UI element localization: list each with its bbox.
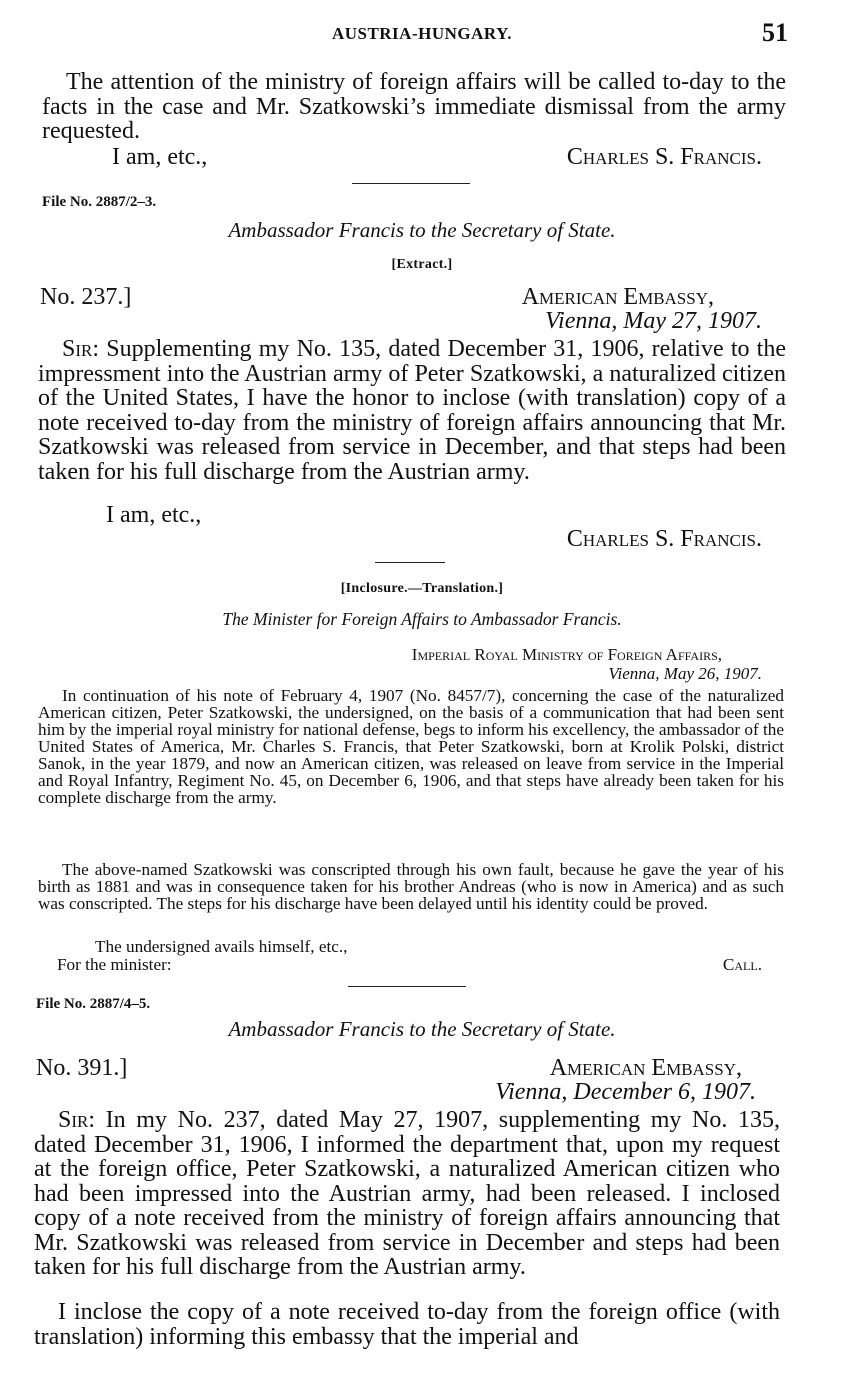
extract-note: [Extract.] <box>391 257 453 272</box>
section-divider <box>352 183 470 184</box>
salutation: Sir: <box>62 336 100 362</box>
inclosure-heading: The Minister for Foreign Affairs to Ambassador Francis. <box>222 609 622 629</box>
inclosure-note: [Inclosure.—Translation.] <box>340 581 504 596</box>
page-number: 51 <box>762 18 788 47</box>
inclosure-paragraph-1: In continuation of his note of February 4, 1907 (No. 8457/7), concerning the case of the naturalized American citizen, Peter Szatkowski, the undersigned, on the basis of a communication that had been sent him by the imperial royal ministry for national defense, begs to inform his excellency, the ambassador of the United States of America, Mr. Charles S. Francis, that Peter Szatkowski, born at Krolik Polski, district Sanok, in the year 1879, and now an American citizen, was released on leave from service in the Imperial and Royal Infantry, Regiment No. 45, on December 6, 1906, and that steps have already been taken for his complete discharge from the army. <box>38 686 784 807</box>
document-heading: Ambassador Francis to the Secretary of State. <box>228 1017 616 1041</box>
salutation: Sir: <box>58 1107 96 1133</box>
letter-body-text: Supplementing my No. 135, dated December 31, 1906, relative to the impressment into the Austrian army of Peter Szatkowski, a naturalized citizen of the United States, I have the honor to inclose (with translation) copy of a note received to-day from the ministry of foreign affairs announcing that Mr. Szatkowski was released from service in December, and that steps had been taken for his full discharge from the Austrian army. <box>38 336 787 485</box>
for-minister: For the minister: <box>57 955 172 974</box>
file-number: File No. 2887/4–5. <box>36 996 151 1012</box>
sender: American Embassy, <box>549 1055 742 1081</box>
place-date: Vienna, December 6, 1907. <box>495 1079 756 1105</box>
letter-body <box>34 1108 780 1280</box>
dispatch-number: No. 391.] <box>36 1055 128 1081</box>
running-header <box>0 16 844 50</box>
document-heading: Ambassador Francis to the Secretary of State. <box>228 218 616 242</box>
signature: Charles S. Francis. <box>566 526 762 552</box>
inclosure-paragraph-2: The above-named Szatkowski was conscripted through his own fault, because he gave the year of his birth as 1881 and was in consequence taken for his brother Andreas (who is now in America) and as such was conscripted. The steps for his discharge have been delayed until his identity could be proved. <box>38 860 784 913</box>
closing: I am, etc., <box>106 502 202 528</box>
place-date: Vienna, May 27, 1907. <box>545 308 762 334</box>
section-divider <box>348 986 466 987</box>
section-divider <box>375 562 445 563</box>
signature: Call. <box>722 955 762 974</box>
sender: American Embassy, <box>521 284 714 310</box>
closing: I am, etc., <box>112 144 208 170</box>
ministry-sender: Imperial Royal Ministry of Foreign Affairs, <box>411 645 722 664</box>
dispatch-number: No. 237.] <box>40 284 132 310</box>
letter-paragraph-2: I inclose the copy of a note received to-day from the foreign office (with translation) informing this embassy that the imperial and <box>34 1299 780 1350</box>
file-number: File No. 2887/2–3. <box>42 194 157 210</box>
letter-body <box>38 337 786 484</box>
place-date: Vienna, May 26, 1907. <box>608 664 762 683</box>
continuation-paragraph: The attention of the ministry of foreign affairs will be called to-day to the facts in the case and Mr. Szatkowski’s immediate dismissal from the army requested. <box>42 69 786 144</box>
inclosure-closing: The undersigned avails himself, etc., <box>95 937 348 956</box>
signature: Charles S. Francis. <box>566 144 762 170</box>
running-title: AUSTRIA-HUNGARY. <box>331 24 513 43</box>
letter-body-text: In my No. 237, dated May 27, 1907, supplementing my No. 135, dated December 31, 1906, I informed the department that, upon my request at the foreign office, Peter Szatkowski, a naturalized American citizen who had been impressed into the Austrian army, had been released. I inclosed copy of a note received from the ministry of foreign affairs announcing that Mr. Szatkowski was released from service in December and steps had been taken for his full discharge from the Austrian army. <box>34 1107 781 1280</box>
